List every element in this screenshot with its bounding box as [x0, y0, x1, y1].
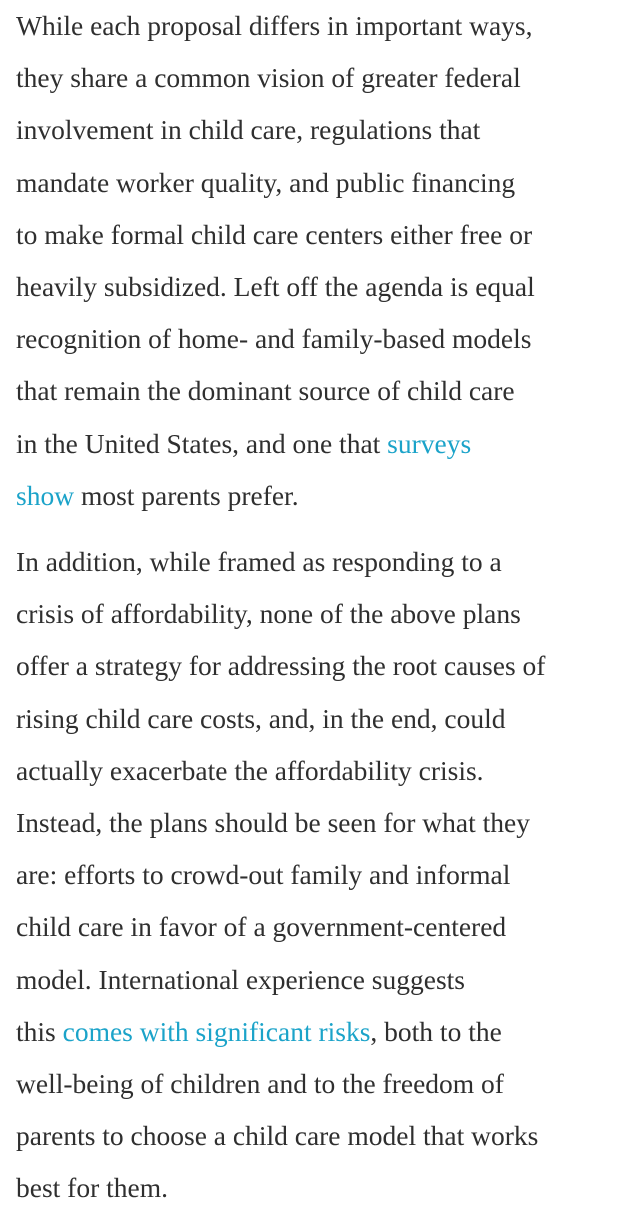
paragraph-2-line: child care in favor of a government-centered — [16, 911, 507, 943]
paragraph-1-line-text: in the United States, and one that — [16, 427, 388, 459]
significant-risks-link[interactable]: comes with significant risks — [62, 1015, 371, 1047]
paragraph-2-line: are: efforts to crowd-out family and informal — [16, 859, 511, 891]
paragraph-2-line: In addition, while framed as responding to a — [16, 546, 502, 577]
paragraph-2-line: rising child care costs, and, in the end, could — [16, 702, 506, 734]
paragraph-2-line — [16, 1006, 616, 1058]
paragraph-1-line: that remain the dominant source of child care — [16, 375, 515, 407]
surveys-show-link[interactable]: surveys — [387, 427, 472, 459]
paragraph-1-line: to make formal child care centers either free or — [16, 218, 533, 250]
paragraph-2-line: parents to choose a child care model that works — [16, 1120, 539, 1152]
paragraph-1-line: mandate worker quality, and public financing — [16, 166, 516, 198]
paragraph-1-line-text: most parents prefer. — [74, 479, 299, 511]
paragraph-1-line: While each proposal differs in important ways, — [16, 10, 533, 41]
paragraph-2 — [16, 536, 616, 1215]
paragraph-2-line-text: , both to the — [370, 1015, 502, 1047]
paragraph-1-line: heavily subsidized. Left off the agenda is equal — [16, 271, 535, 303]
paragraph-2-line-text: this — [16, 1015, 63, 1047]
paragraph-1-line: involvement in child care, regulations that — [16, 114, 481, 146]
paragraph-2-line: actually exacerbate the affordability crisis. — [16, 754, 484, 786]
paragraph-2-line: well-being of children and to the freedom of — [16, 1068, 504, 1100]
paragraph-1-line: recognition of home- and family-based models — [16, 323, 532, 355]
surveys-show-link-continued[interactable]: show — [16, 479, 75, 511]
paragraph-1-line — [16, 418, 616, 470]
paragraph-2-line: crisis of affordability, none of the above plans — [16, 598, 521, 630]
paragraph-2-line: model. International experience suggests — [16, 963, 466, 995]
paragraph-1-line — [16, 470, 616, 522]
paragraph-2-line: offer a strategy for addressing the root causes of — [16, 650, 546, 682]
paragraph-2-line: best for them. — [16, 1172, 168, 1204]
paragraph-1-line: they share a common vision of greater federal — [16, 62, 521, 94]
paragraph-1 — [16, 0, 616, 522]
paragraph-2-line: Instead, the plans should be seen for what they — [16, 807, 530, 839]
